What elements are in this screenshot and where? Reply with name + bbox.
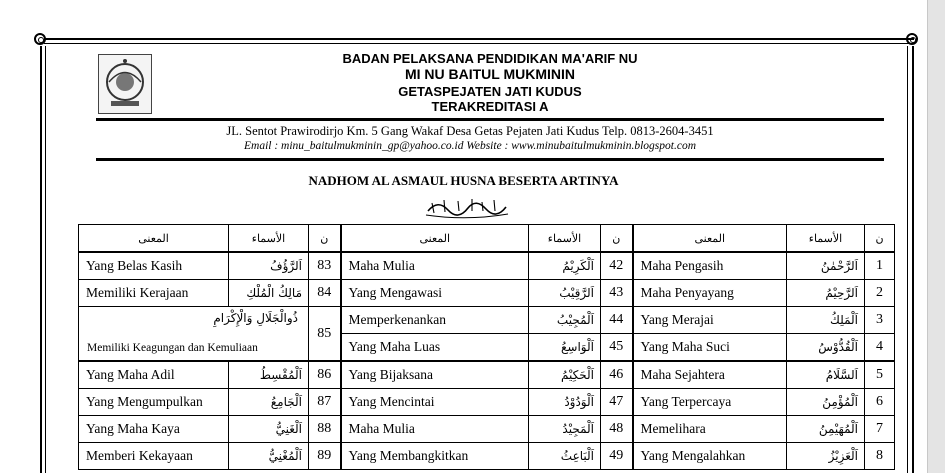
meaning-cell: Maha Mulia xyxy=(341,252,529,280)
number-cell: 43 xyxy=(601,280,633,307)
meaning-cell: Memberi Kekayaan xyxy=(79,443,229,470)
name-cell: اَلْقُدُّوْسُ xyxy=(787,334,865,362)
meaning-cell: Memperkenankan xyxy=(341,307,529,334)
accreditation: TERAKREDITASI A xyxy=(431,99,549,114)
meaning-cell: Yang Mengalahkan xyxy=(633,443,787,470)
number-cell: 46 xyxy=(601,361,633,389)
header-names: الأسماء xyxy=(787,225,865,253)
number-cell: 84 xyxy=(309,280,341,307)
meaning-cell: Yang Bijaksana xyxy=(341,361,529,389)
name-cell: مَالِكُ الْمُلْكِ xyxy=(229,280,309,307)
school-location: GETASPEJATEN JATI KUDUS xyxy=(398,84,582,99)
basmala-calligraphy-icon xyxy=(424,193,510,219)
merged-cell xyxy=(79,307,309,362)
header-rule-top xyxy=(96,118,884,121)
name-cell: اَلْوَاسِعُ xyxy=(529,334,601,362)
meaning-cell: Yang Mengawasi xyxy=(341,280,529,307)
viewer-scrollbar[interactable] xyxy=(927,0,945,473)
name-cell: اَلْجَامِعُ xyxy=(229,389,309,416)
number-cell: 49 xyxy=(601,443,633,470)
org-name: BADAN PELAKSANA PENDIDIKAN MA'ARIF NU xyxy=(342,51,638,66)
number-cell: 83 xyxy=(309,252,341,280)
number-cell: 4 xyxy=(865,334,895,362)
number-cell: 88 xyxy=(309,416,341,443)
name-cell: اَلرَّحْمٰنُ xyxy=(787,252,865,280)
meaning-cell: Maha Sejahtera xyxy=(633,361,787,389)
header-no: ن xyxy=(601,225,633,253)
meaning-cell: Yang Maha Adil xyxy=(79,361,229,389)
corner-ornament-icon xyxy=(906,33,918,45)
number-cell: 2 xyxy=(865,280,895,307)
number-cell: 87 xyxy=(309,389,341,416)
number-cell: 42 xyxy=(601,252,633,280)
page-border-right-inner xyxy=(907,46,908,473)
document-title: NADHOM AL ASMAUL HUSNA BESERTA ARTINYA xyxy=(308,173,619,188)
number-cell: 85 xyxy=(309,307,341,362)
page-border-top-inner xyxy=(44,43,914,44)
name-cell: اَلرَّقِيْبُ xyxy=(529,280,601,307)
number-cell: 86 xyxy=(309,361,341,389)
number-cell: 89 xyxy=(309,443,341,470)
number-cell: 3 xyxy=(865,307,895,334)
header-no: ن xyxy=(865,225,895,253)
name-cell: اَلْمُؤْمِنُ xyxy=(787,389,865,416)
header-meaning: المعنى xyxy=(79,225,229,253)
number-cell: 6 xyxy=(865,389,895,416)
table-row xyxy=(79,389,895,416)
name-cell: اَلْمُغْنِيُّ xyxy=(229,443,309,470)
school-address: JL. Sentot Prawirodirjo Km. 5 Gang Wakaf Desa Getas Pejaten Jati Kudus Telp. 0813-2604-3451 xyxy=(226,124,714,138)
number-cell: 1 xyxy=(865,252,895,280)
table-row xyxy=(79,416,895,443)
meaning-cell: Maha Penyayang xyxy=(633,280,787,307)
meaning-cell: Yang Merajai xyxy=(633,307,787,334)
school-contact: Email : minu_baitulmukminin_gp@yahoo.co.id Website : www.minubaitulmukminin.blogspot.com xyxy=(243,140,697,152)
meaning-cell: Yang Belas Kasih xyxy=(79,252,229,280)
meaning-cell: Yang Maha Suci xyxy=(633,334,787,362)
name-cell: اَلْمَلِكُ xyxy=(787,307,865,334)
number-cell: 47 xyxy=(601,389,633,416)
header-rule-bottom xyxy=(96,158,884,161)
asmaul-husna-table xyxy=(78,224,895,470)
table-row xyxy=(79,443,895,470)
name-cell: اَلْبَاعِثُ xyxy=(529,443,601,470)
name-cell: اَلْحَكِيْمُ xyxy=(529,361,601,389)
table-row xyxy=(79,252,895,280)
name-cell: اَلْغَنِيُّ xyxy=(229,416,309,443)
meaning-cell: Maha Pengasih xyxy=(633,252,787,280)
name-cell: اَلْكَرِيْمُ xyxy=(529,252,601,280)
meaning-text: Memiliki Keagungan dan Kemuliaan xyxy=(87,342,258,354)
number-cell: 7 xyxy=(865,416,895,443)
name-text: ذُوالْجَلَالِ وَالْإِكْرَامِ xyxy=(213,311,298,325)
number-cell: 5 xyxy=(865,361,895,389)
meaning-cell: Maha Mulia xyxy=(341,416,529,443)
name-cell: اَلرَّؤُفُ xyxy=(229,252,309,280)
name-cell: اَلْوَدُوْدُ xyxy=(529,389,601,416)
header-no: ن xyxy=(309,225,341,253)
name-cell: اَلْمُهَيْمِنُ xyxy=(787,416,865,443)
page-border-left-inner xyxy=(45,46,46,473)
header-names: الأسماء xyxy=(229,225,309,253)
number-cell: 48 xyxy=(601,416,633,443)
name-cell: اَلْعَزِيْزُ xyxy=(787,443,865,470)
meaning-cell: Yang Membangkitkan xyxy=(341,443,529,470)
header-meaning: المعنى xyxy=(633,225,787,253)
page-border-top xyxy=(44,38,914,40)
meaning-cell: Yang Maha Kaya xyxy=(79,416,229,443)
school-logo xyxy=(98,54,152,114)
table-row xyxy=(79,280,895,307)
header-names: الأسماء xyxy=(529,225,601,253)
meaning-cell: Yang Mengumpulkan xyxy=(79,389,229,416)
table-row xyxy=(79,307,895,334)
page-border-right xyxy=(912,46,914,473)
table-header-row xyxy=(79,225,895,253)
table-row xyxy=(79,361,895,389)
meaning-cell: Memiliki Kerajaan xyxy=(79,280,229,307)
name-cell: اَلْمُجِيْبُ xyxy=(529,307,601,334)
meaning-cell: Yang Terpercaya xyxy=(633,389,787,416)
meaning-cell: Yang Maha Luas xyxy=(341,334,529,362)
page-border-left xyxy=(40,46,42,473)
name-cell: اَلْمَجِيْدُ xyxy=(529,416,601,443)
meaning-cell: Memelihara xyxy=(633,416,787,443)
header-meaning: المعنى xyxy=(341,225,529,253)
number-cell: 44 xyxy=(601,307,633,334)
corner-ornament-icon xyxy=(34,33,46,45)
number-cell: 8 xyxy=(865,443,895,470)
number-cell: 45 xyxy=(601,334,633,362)
meaning-cell: Yang Mencintai xyxy=(341,389,529,416)
name-cell: اَلرَّحِيْمُ xyxy=(787,280,865,307)
school-name: MI NU BAITUL MUKMININ xyxy=(404,66,576,82)
name-cell: اَلْمُقْسِطُ xyxy=(229,361,309,389)
name-cell: اَلسَّلَامُ xyxy=(787,361,865,389)
